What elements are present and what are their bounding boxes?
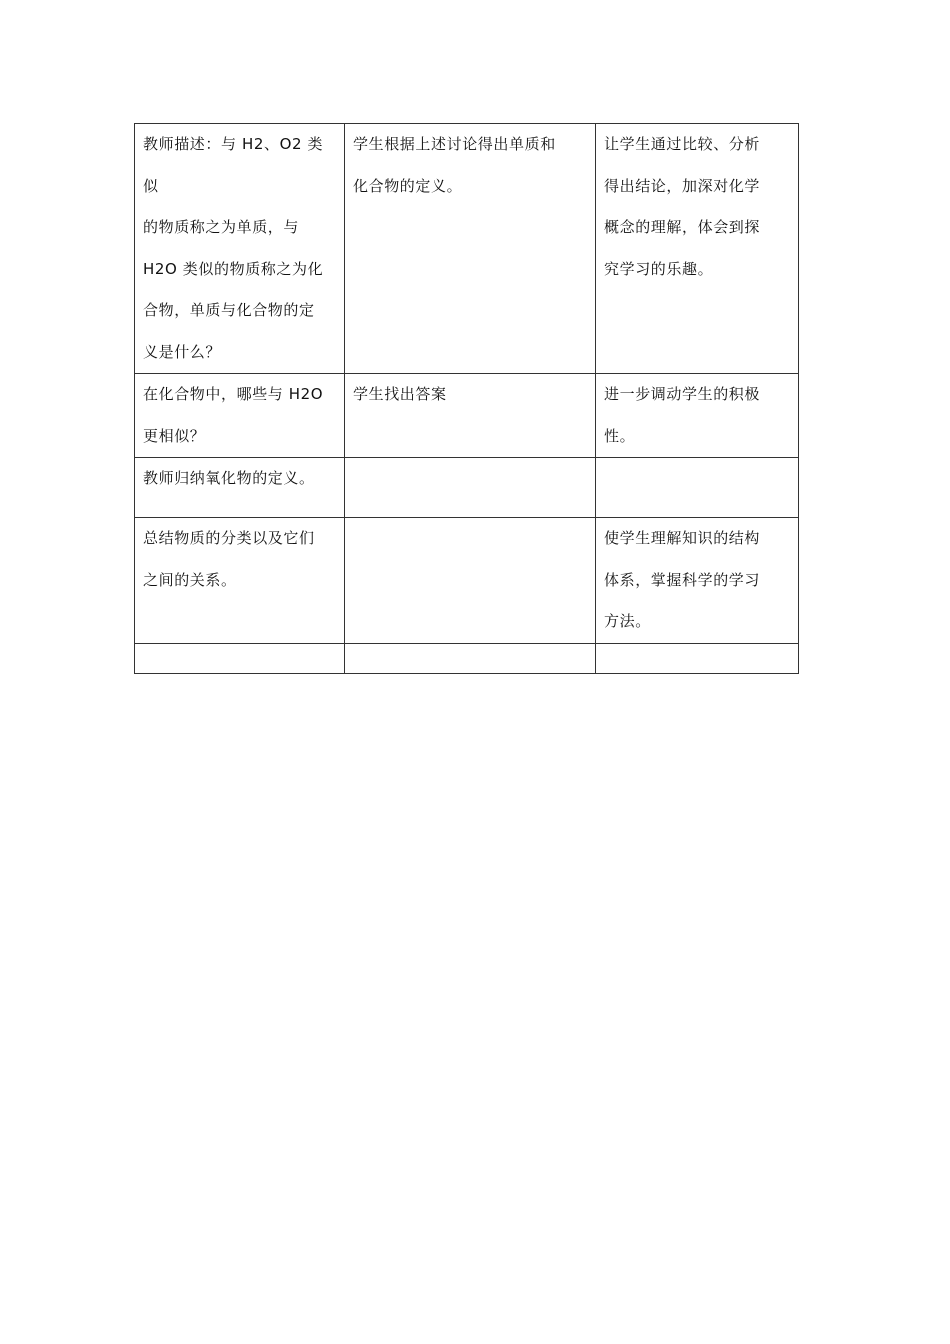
lesson-plan-table <box>134 123 799 674</box>
teacher-activity-cell: 教师描述：与 H2、O2 类似 的物质称之为单质，与 H2O 类似的物质称之为化 合物，单质与化合物的定 义是什么？ <box>135 124 345 374</box>
student-activity-cell <box>345 643 596 673</box>
design-intent-cell <box>596 458 799 518</box>
student-activity-cell <box>345 458 596 518</box>
design-intent-cell <box>596 643 799 673</box>
design-intent-cell: 进一步调动学生的积极 性。 <box>596 374 799 458</box>
teacher-activity-cell <box>135 643 345 673</box>
table-row <box>135 643 799 673</box>
table-row <box>135 124 799 374</box>
design-intent-cell: 使学生理解知识的结构 体系，掌握科学的学习 方法。 <box>596 518 799 644</box>
teacher-activity-cell: 在化合物中，哪些与 H2O 更相似？ <box>135 374 345 458</box>
teacher-activity-cell: 总结物质的分类以及它们 之间的关系。 <box>135 518 345 644</box>
student-activity-cell <box>345 518 596 644</box>
student-activity-cell: 学生根据上述讨论得出单质和 化合物的定义。 <box>345 124 596 374</box>
teacher-activity-cell: 教师归纳氧化物的定义。 <box>135 458 345 518</box>
table-row <box>135 458 799 518</box>
student-activity-cell: 学生找出答案 <box>345 374 596 458</box>
design-intent-cell: 让学生通过比较、分析 得出结论，加深对化学 概念的理解，体会到探 究学习的乐趣。 <box>596 124 799 374</box>
table-row <box>135 518 799 644</box>
table-row <box>135 374 799 458</box>
